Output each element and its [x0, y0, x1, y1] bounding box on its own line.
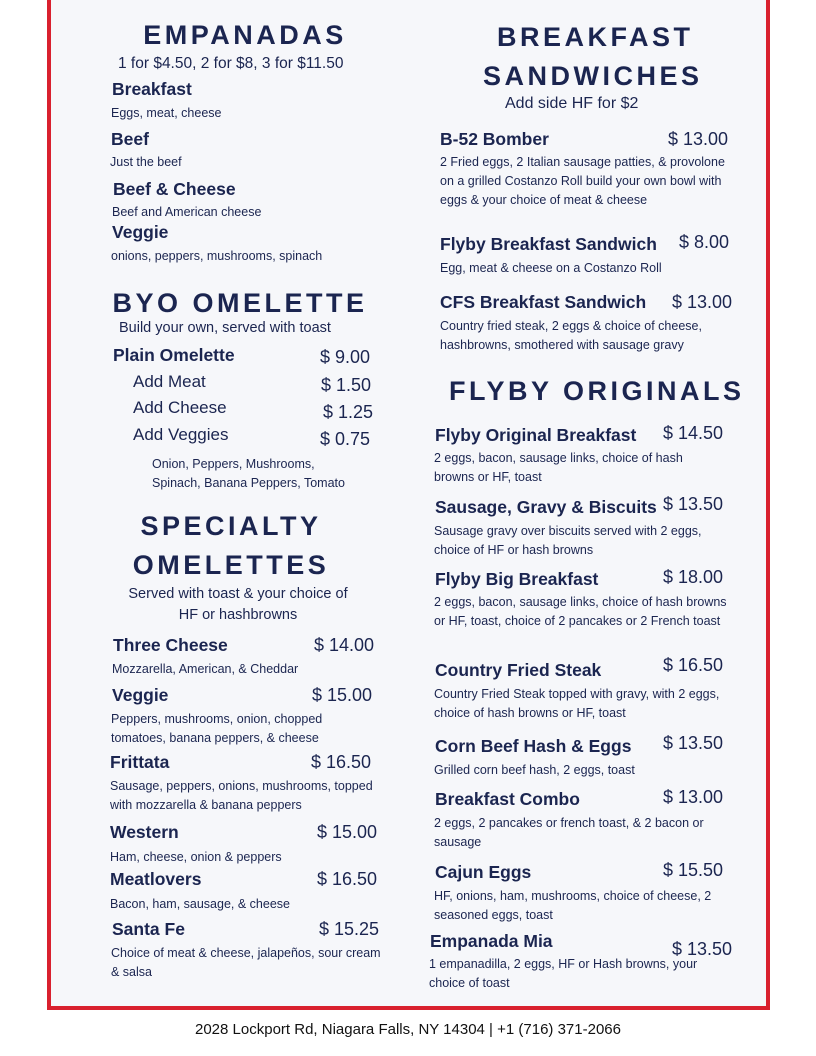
menu-item-desc: Mozzarella, American, & Cheddar: [112, 662, 299, 676]
empanadas-pricing: 1 for $4.50, 2 for $8, 3 for $11.50: [118, 55, 344, 72]
addon-price: $ 1.25: [323, 402, 374, 422]
menu-item-name: Meatlovers: [110, 869, 202, 889]
specialty-title: SPECIALTY: [140, 511, 322, 541]
menu-item-price: $ 15.00: [312, 685, 373, 705]
menu-item-desc: 2 eggs, bacon, sausage links, choice of hash browns or HF, toast: [434, 451, 683, 484]
menu-item-name: Beef: [111, 129, 149, 149]
menu-item-desc: Country Fried Steak topped with gravy, with 2 eggs, choice of hash browns or HF, toast: [434, 687, 720, 720]
menu-item-desc: onions, peppers, mushrooms, spinach: [111, 249, 323, 263]
menu-item-name: Three Cheese: [113, 635, 228, 655]
menu-item-name: B-52 Bomber: [440, 129, 549, 149]
menu-item-name: Veggie: [112, 222, 169, 242]
menu-item-desc: HF, onions, ham, mushrooms, choice of cheese, 2 seasoned eggs, toast: [434, 889, 712, 922]
menu-item-price: $ 14.50: [663, 423, 724, 443]
addon-name: Add Meat: [133, 372, 206, 391]
sandwiches-subtitle: Add side HF for $2: [505, 95, 639, 112]
veggie-options: Spinach, Banana Peppers, Tomato: [152, 476, 345, 490]
menu-item-price: $ 9.00: [320, 347, 371, 367]
menu-item-name: Sausage, Gravy & Biscuits: [435, 497, 657, 517]
menu-item-price: $ 13.00: [663, 787, 724, 807]
menu-item-desc: Egg, meat & cheese on a Costanzo Roll: [440, 261, 662, 275]
menu-item-name: Empanada Mia: [430, 931, 553, 951]
menu-item-price: $ 15.50: [663, 860, 724, 880]
sandwiches-title: SANDWICHES: [483, 61, 703, 91]
menu-item-desc: 2 eggs, bacon, sausage links, choice of hash browns or HF, toast, choice of 2 pancakes or 2 French toast: [434, 595, 727, 628]
byo-omelette-title: BYO OMELETTE: [112, 288, 368, 318]
menu-item-name: Corn Beef Hash & Eggs: [435, 736, 632, 756]
menu-item-name: Flyby Breakfast Sandwich: [440, 234, 657, 254]
addon-name: Add Veggies: [133, 425, 229, 444]
menu-item-price: $ 14.00: [314, 635, 375, 655]
menu-item-price: $ 13.50: [663, 733, 724, 753]
specialty-subtitle: HF or hashbrowns: [178, 607, 298, 623]
menu-item-name: Western: [110, 822, 179, 842]
addon-price: $ 0.75: [320, 429, 371, 449]
menu-item-desc: Sausage, peppers, onions, mushrooms, topped with mozzarella & banana peppers: [110, 779, 373, 812]
addon-name: Add Cheese: [133, 398, 227, 417]
menu-item-desc: 1 empanadilla, 2 eggs, HF or Hash browns, your choice of toast: [429, 957, 698, 990]
menu-item-name: Cajun Eggs: [435, 862, 532, 882]
footer-address: 2028 Lockport Rd, Niagara Falls, NY 14304 | +1 (716) 371-2066: [195, 1021, 621, 1038]
menu-item-name: Country Fried Steak: [435, 660, 602, 680]
menu-item-desc: Beef and American cheese: [112, 205, 262, 219]
veggie-options: Onion, Peppers, Mushrooms,: [152, 457, 315, 471]
specialty-subtitle: Served with toast & your choice of: [128, 586, 348, 602]
menu-item-price: $ 13.50: [672, 939, 733, 959]
menu-item-name: CFS Breakfast Sandwich: [440, 292, 647, 312]
menu-item-price: $ 18.00: [663, 567, 724, 587]
menu-item-name: Frittata: [110, 752, 170, 772]
menu-item-price: $ 15.25: [319, 919, 380, 939]
menu-item-price: $ 16.50: [317, 869, 378, 889]
addon-price: $ 1.50: [321, 375, 372, 395]
menu-item-desc: Choice of meat & cheese, jalapeños, sour cream & salsa: [111, 946, 381, 979]
menu-item-name: Beef & Cheese: [113, 179, 236, 199]
menu-item-price: $ 13.00: [668, 129, 729, 149]
sandwiches-title: BREAKFAST: [497, 22, 694, 52]
menu-item-desc: 2 eggs, 2 pancakes or french toast, & 2 bacon or sausage: [434, 816, 704, 849]
menu-item-price: $ 16.50: [663, 655, 724, 675]
menu-item-desc: 2 Fried eggs, 2 Italian sausage patties, & provolone on a grilled Costanzo Roll build your own bowl with eggs & your choice of meat & cheese: [440, 155, 725, 207]
menu-item-price: $ 15.00: [317, 822, 378, 842]
menu-item-desc: Country fried steak, 2 eggs & choice of cheese, hashbrowns, smothered with sausage gravy: [440, 319, 702, 352]
menu-item-name: Santa Fe: [112, 919, 185, 939]
menu-item-desc: Bacon, ham, sausage, & cheese: [110, 897, 290, 911]
menu-item-price: $ 13.50: [663, 494, 724, 514]
menu-item-price: $ 13.00: [672, 292, 733, 312]
menu-item-name: Breakfast Combo: [435, 789, 580, 809]
menu-item-desc: Eggs, meat, cheese: [111, 106, 222, 120]
menu-item-name: Flyby Big Breakfast: [435, 569, 599, 589]
menu-item-price: $ 8.00: [679, 232, 730, 252]
menu-item-desc: Sausage gravy over biscuits served with 2 eggs, choice of HF or hash browns: [434, 524, 702, 557]
menu-item-price: $ 16.50: [311, 752, 372, 772]
originals-title: FLYBY ORIGINALS: [449, 376, 745, 406]
menu-item-desc: Grilled corn beef hash, 2 eggs, toast: [434, 763, 635, 777]
menu-item-desc: Peppers, mushrooms, onion, chopped tomatoes, banana peppers, & cheese: [111, 712, 323, 745]
menu-item-name: Veggie: [112, 685, 169, 705]
specialty-title: OMELETTES: [132, 550, 330, 580]
menu-item-name: Flyby Original Breakfast: [435, 425, 637, 445]
menu-item-desc: Just the beef: [110, 155, 182, 169]
byo-omelette-subtitle: Build your own, served with toast: [119, 320, 331, 336]
menu-item-name: Plain Omelette: [113, 345, 235, 365]
empanadas-title: EMPANADAS: [143, 20, 347, 50]
menu-item-desc: Ham, cheese, onion & peppers: [110, 850, 282, 864]
menu-item-name: Breakfast: [112, 79, 192, 99]
